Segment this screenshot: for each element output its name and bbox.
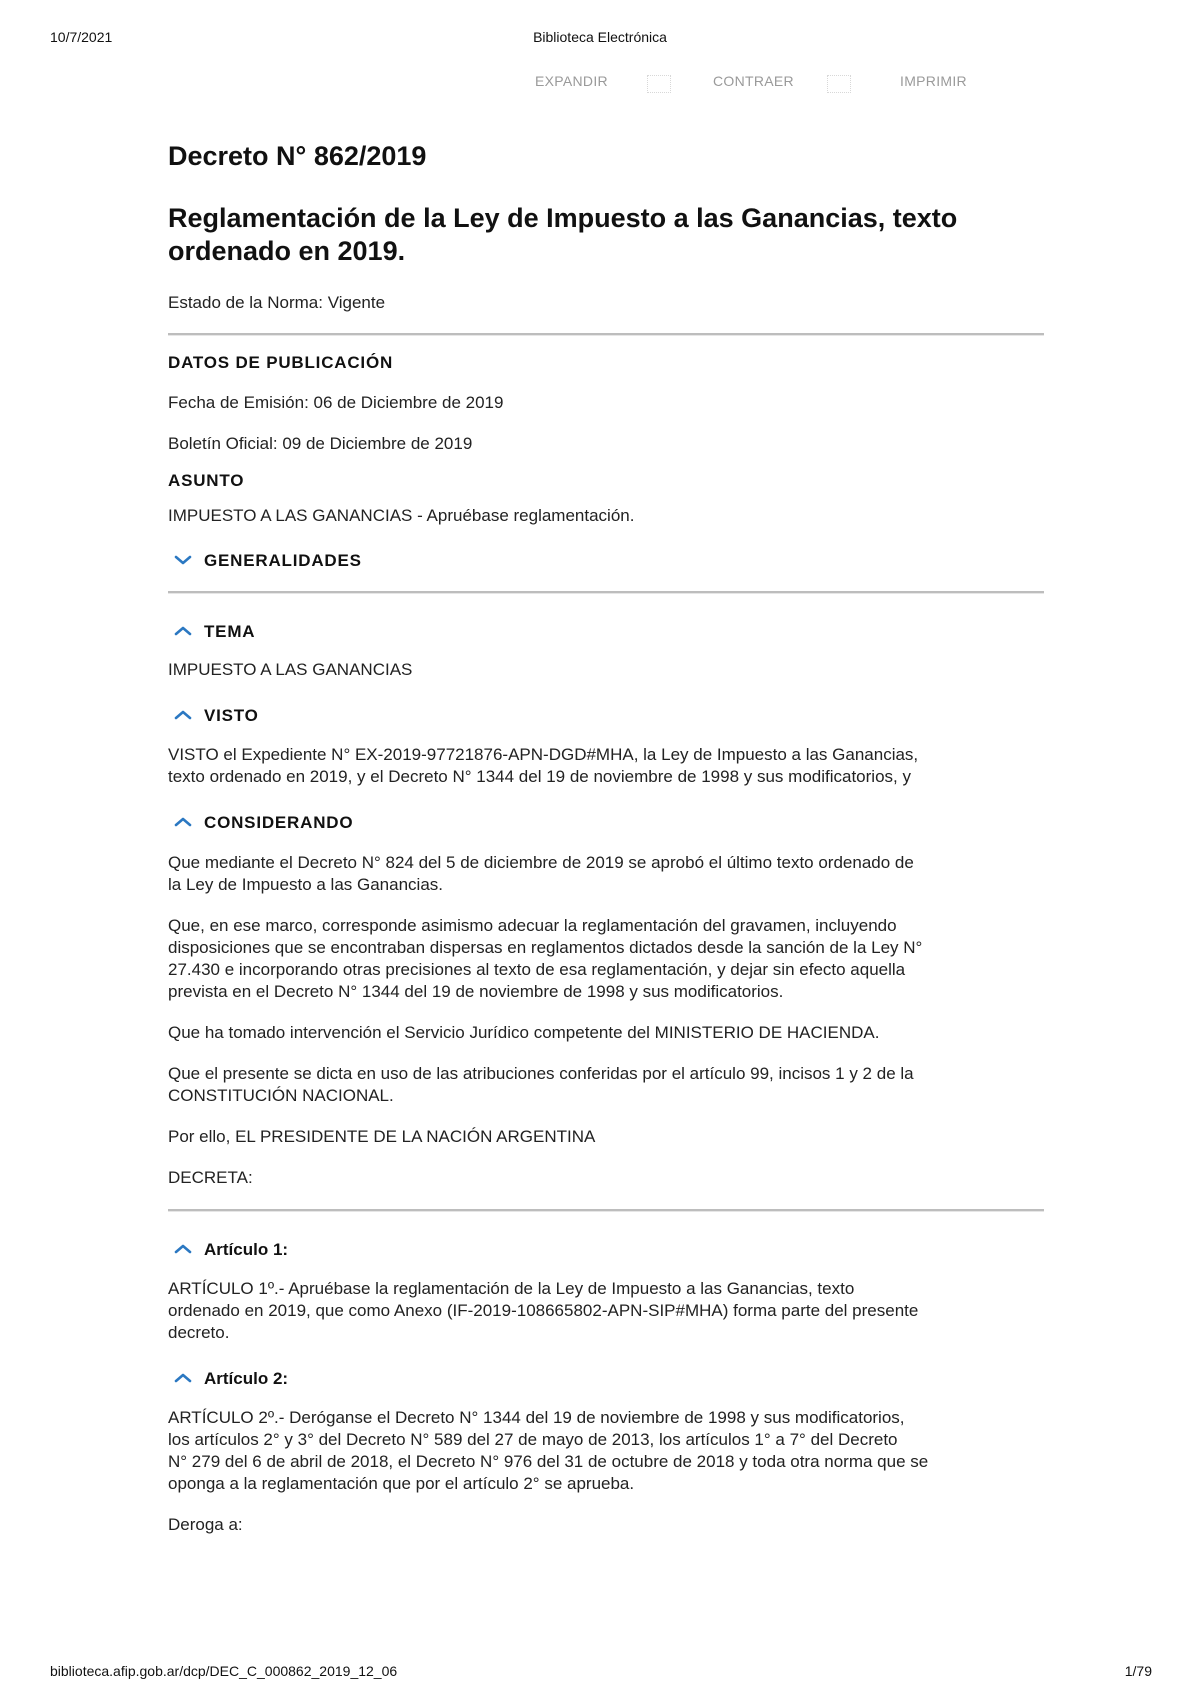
articulo-2-text <box>168 1407 1044 1495</box>
toolbar-separator <box>827 75 851 93</box>
section-articulo-2-toggle[interactable] <box>168 1369 1044 1389</box>
section-publicacion-heading: DATOS DE PUBLICACIÓN <box>168 353 394 373</box>
collapse-button[interactable]: CONTRAER <box>713 73 794 89</box>
print-button[interactable]: IMPRIMIR <box>900 73 967 89</box>
text-line: 27.430 e incorporando otras precisiones al texto de esa reglamentación, y dejar sin efecto aquella <box>168 960 906 980</box>
norm-status: Estado de la Norma: Vigente <box>168 293 386 313</box>
deroga-label: Deroga a: <box>168 1515 243 1535</box>
divider <box>168 333 1044 335</box>
asunto-text: IMPUESTO A LAS GANANCIAS - Apruébase reglamentación. <box>168 506 635 526</box>
text-line: ARTÍCULO 2º.- Deróganse el Decreto N° 1344 del 19 de noviembre de 1998 y sus modificatorios, <box>168 1408 905 1428</box>
considerando-paragraph <box>168 915 1044 1003</box>
section-generalidades-heading: GENERALIDADES <box>204 551 362 571</box>
section-tema-toggle[interactable] <box>168 622 1044 642</box>
document-title: Decreto N° 862/2019 <box>168 141 427 171</box>
text-line: ARTÍCULO 1º.- Apruébase la reglamentación de la Ley de Impuesto a las Ganancias, texto <box>168 1279 855 1299</box>
chevron-up-icon <box>174 625 192 639</box>
section-generalidades-toggle[interactable] <box>168 551 1044 571</box>
section-tema-heading: TEMA <box>204 622 256 642</box>
toolbar-separator <box>647 75 671 93</box>
visto-text <box>168 744 1044 788</box>
expand-button[interactable]: EXPANDIR <box>535 73 608 89</box>
text-line: oponga a la reglamentación que por el artículo 2° se aprueba. <box>168 1474 635 1494</box>
section-asunto-heading: ASUNTO <box>168 471 245 491</box>
text-line: la Ley de Impuesto a las Ganancias. <box>168 875 443 895</box>
section-articulo-1-toggle[interactable] <box>168 1240 1044 1260</box>
text-line: decreto. <box>168 1323 230 1343</box>
fecha-emision: Fecha de Emisión: 06 de Diciembre de 2019 <box>168 393 504 413</box>
text-line: Que mediante el Decreto N° 824 del 5 de diciembre de 2019 se aprobó el último texto ordenado de <box>168 853 914 873</box>
text-line: VISTO el Expediente N° EX-2019-97721876-APN-DGD#MHA, la Ley de Impuesto a las Ganancias, <box>168 745 919 765</box>
text-line: disposiciones que se encontraban dispersas en reglamentos dictados desde la sanción de la Ley N° <box>168 938 923 958</box>
document-content <box>168 140 1044 1536</box>
print-date: 10/7/2021 <box>50 29 113 45</box>
considerando-paragraph: Que ha tomado intervención el Servicio Jurídico competente del MINISTERIO DE HACIENDA. <box>168 1023 880 1043</box>
text-line: CONSTITUCIÓN NACIONAL. <box>168 1086 394 1106</box>
text-line: Que, en ese marco, corresponde asimismo adecuar la reglamentación del gravamen, incluyendo <box>168 916 897 936</box>
text-line: los artículos 2° y 3° del Decreto N° 589 del 27 de mayo de 2013, los artículos 1° a 7° del Decreto <box>168 1430 898 1450</box>
print-footer-page: 1/79 <box>1124 1663 1152 1679</box>
print-footer-url: biblioteca.afip.gob.ar/dcp/DEC_C_000862_2019_12_06 <box>50 1663 398 1679</box>
chevron-down-icon <box>174 554 192 568</box>
considerando-paragraph <box>168 852 1044 896</box>
considerando-paragraph <box>168 1063 1044 1107</box>
tema-text: IMPUESTO A LAS GANANCIAS <box>168 660 413 680</box>
section-considerando-heading: CONSIDERANDO <box>204 813 354 833</box>
print-header-title: Biblioteca Electrónica <box>533 29 667 45</box>
section-considerando-toggle[interactable] <box>168 813 1044 833</box>
text-line: Que el presente se dicta en uso de las atribuciones conferidas por el artículo 99, incisos 1 y 2 de la <box>168 1064 914 1084</box>
section-visto-heading: VISTO <box>204 706 259 726</box>
section-visto-toggle[interactable] <box>168 706 1044 726</box>
chevron-up-icon <box>174 1243 192 1257</box>
chevron-up-icon <box>174 709 192 723</box>
chevron-up-icon <box>174 816 192 830</box>
text-line: N° 279 del 6 de abril de 2018, el Decreto N° 976 del 31 de octubre de 2018 y toda otra norma que se <box>168 1452 929 1472</box>
articulo-1-text <box>168 1278 1044 1344</box>
section-articulo-1-heading: Artículo 1: <box>204 1240 289 1260</box>
divider <box>168 591 1044 593</box>
section-articulo-2-heading: Artículo 2: <box>204 1369 289 1389</box>
divider <box>168 1209 1044 1211</box>
text-line: ordenado en 2019, que como Anexo (IF-2019-108665802-APN-SIP#MHA) forma parte del presente <box>168 1301 919 1321</box>
chevron-up-icon <box>174 1372 192 1386</box>
boletin-oficial: Boletín Oficial: 09 de Diciembre de 2019 <box>168 434 473 454</box>
document-subtitle: Reglamentación de la Ley de Impuesto a las Ganancias, texto ordenado en 2019. <box>168 203 958 267</box>
considerando-paragraph: Por ello, EL PRESIDENTE DE LA NACIÓN ARGENTINA <box>168 1127 596 1147</box>
text-line: prevista en el Decreto N° 1344 del 19 de noviembre de 1998 y sus modificatorios. <box>168 982 784 1002</box>
decreta-text: DECRETA: <box>168 1168 253 1188</box>
text-line: texto ordenado en 2019, y el Decreto N° 1344 del 19 de noviembre de 1998 y sus modificatorios, y <box>168 767 911 787</box>
